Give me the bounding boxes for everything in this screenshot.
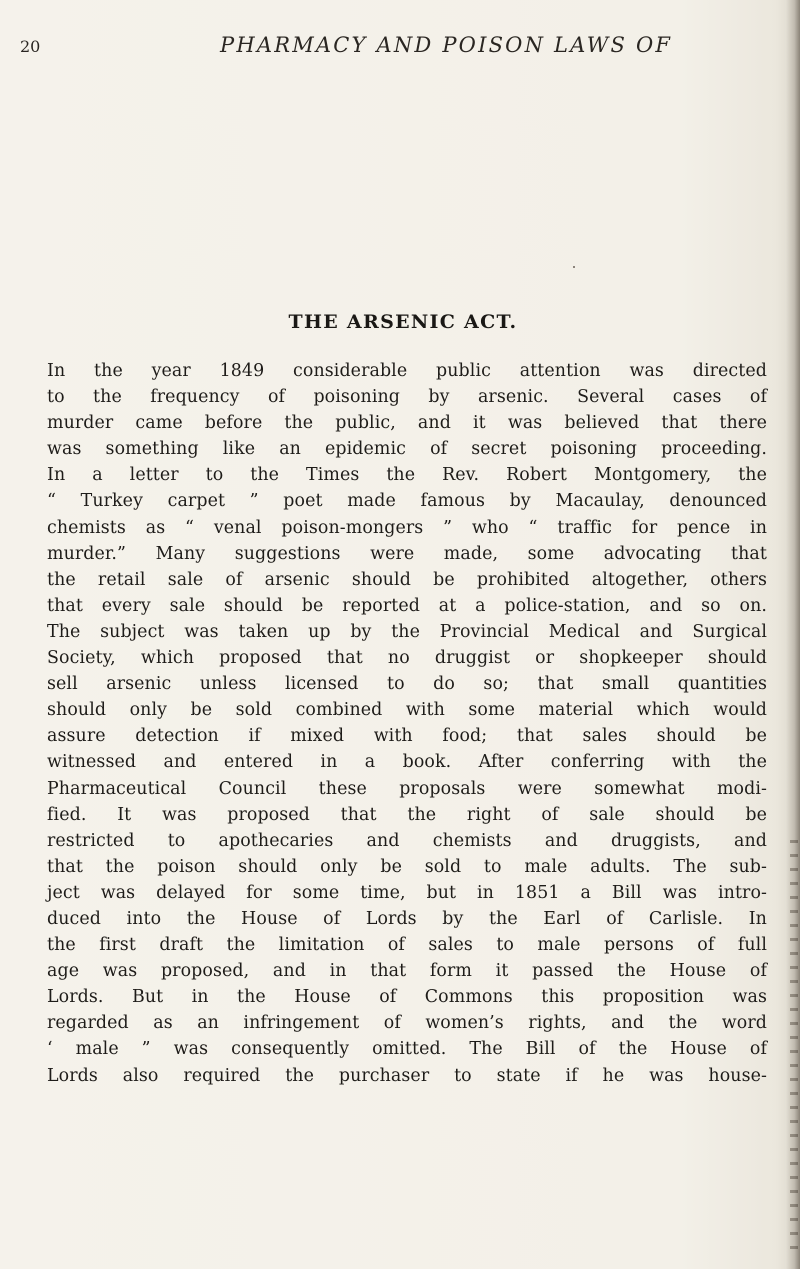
text-line: should only be sold combined with some material which would [47,700,767,721]
text-line: chemists as “ venal poison-mongers ” who “ traffic for pence in [47,517,767,538]
text-line: sell arsenic unless licensed to do so; that small quantities [47,674,767,695]
text-line: that every sale should be reported at a police-station, and so on. [47,595,767,616]
text-line: Pharmaceutical Council these proposals were somewhat modi- [47,778,767,799]
text-line: ject was delayed for some time, but in 1851 a Bill was intro- [47,882,767,903]
page-number: 20 [20,37,41,56]
text-line: age was proposed, and in that form it passed the House of [47,961,767,982]
text-line: Lords also required the purchaser to state if he was house- [47,1065,767,1086]
text-line: assure detection if mixed with food; that sales should be [47,726,767,747]
text-line: In the year 1849 considerable public attention was directed [47,361,767,381]
text-line: that the poison should only be sold to male adults. The sub- [47,856,767,877]
text-line: The subject was taken up by the Provincial Medical and Surgical [47,621,767,642]
text-line: fied. It was proposed that the right of sale should be [47,804,767,825]
text-line: ‘ male ” was consequently omitted. The Bill of the House of [47,1039,767,1060]
page-edge-marks [790,840,798,1260]
text-line: the retail sale of arsenic should be prohibited altogether, others [47,569,767,590]
text-line: Society, which proposed that no druggist or shopkeeper should [47,648,767,669]
text-line: murder came before the public, and it was believed that there [47,413,767,434]
text-line: witnessed and entered in a book. After conferring with the [47,752,767,773]
text-line: the first draft the limitation of sales to male persons of full [47,935,767,956]
text-line: was something like an epidemic of secret poisoning proceeding. [47,439,767,460]
ink-speck [573,266,575,268]
body-text [47,358,767,1089]
text-line: to the frequency of poisoning by arsenic. Several cases of [47,387,767,408]
section-title: THE ARSENIC ACT. [288,311,518,333]
text-line: duced into the House of Lords by the Earl of Carlisle. In [47,908,767,929]
text-line: Lords. But in the House of Commons this proposition was [47,987,767,1008]
text-line: restricted to apothecaries and chemists and druggists, and [47,830,767,851]
text-line: regarded as an infringement of women’s rights, and the word [47,1013,767,1034]
text-line: “ Turkey carpet ” poet made famous by Macaulay, denounced [47,491,767,512]
text-line: In a letter to the Times the Rev. Robert Montgomery, the [47,465,767,486]
text-line: murder.” Many suggestions were made, some advocating that [47,543,767,564]
running-head: PHARMACY AND POISON LAWS OF [220,33,673,57]
